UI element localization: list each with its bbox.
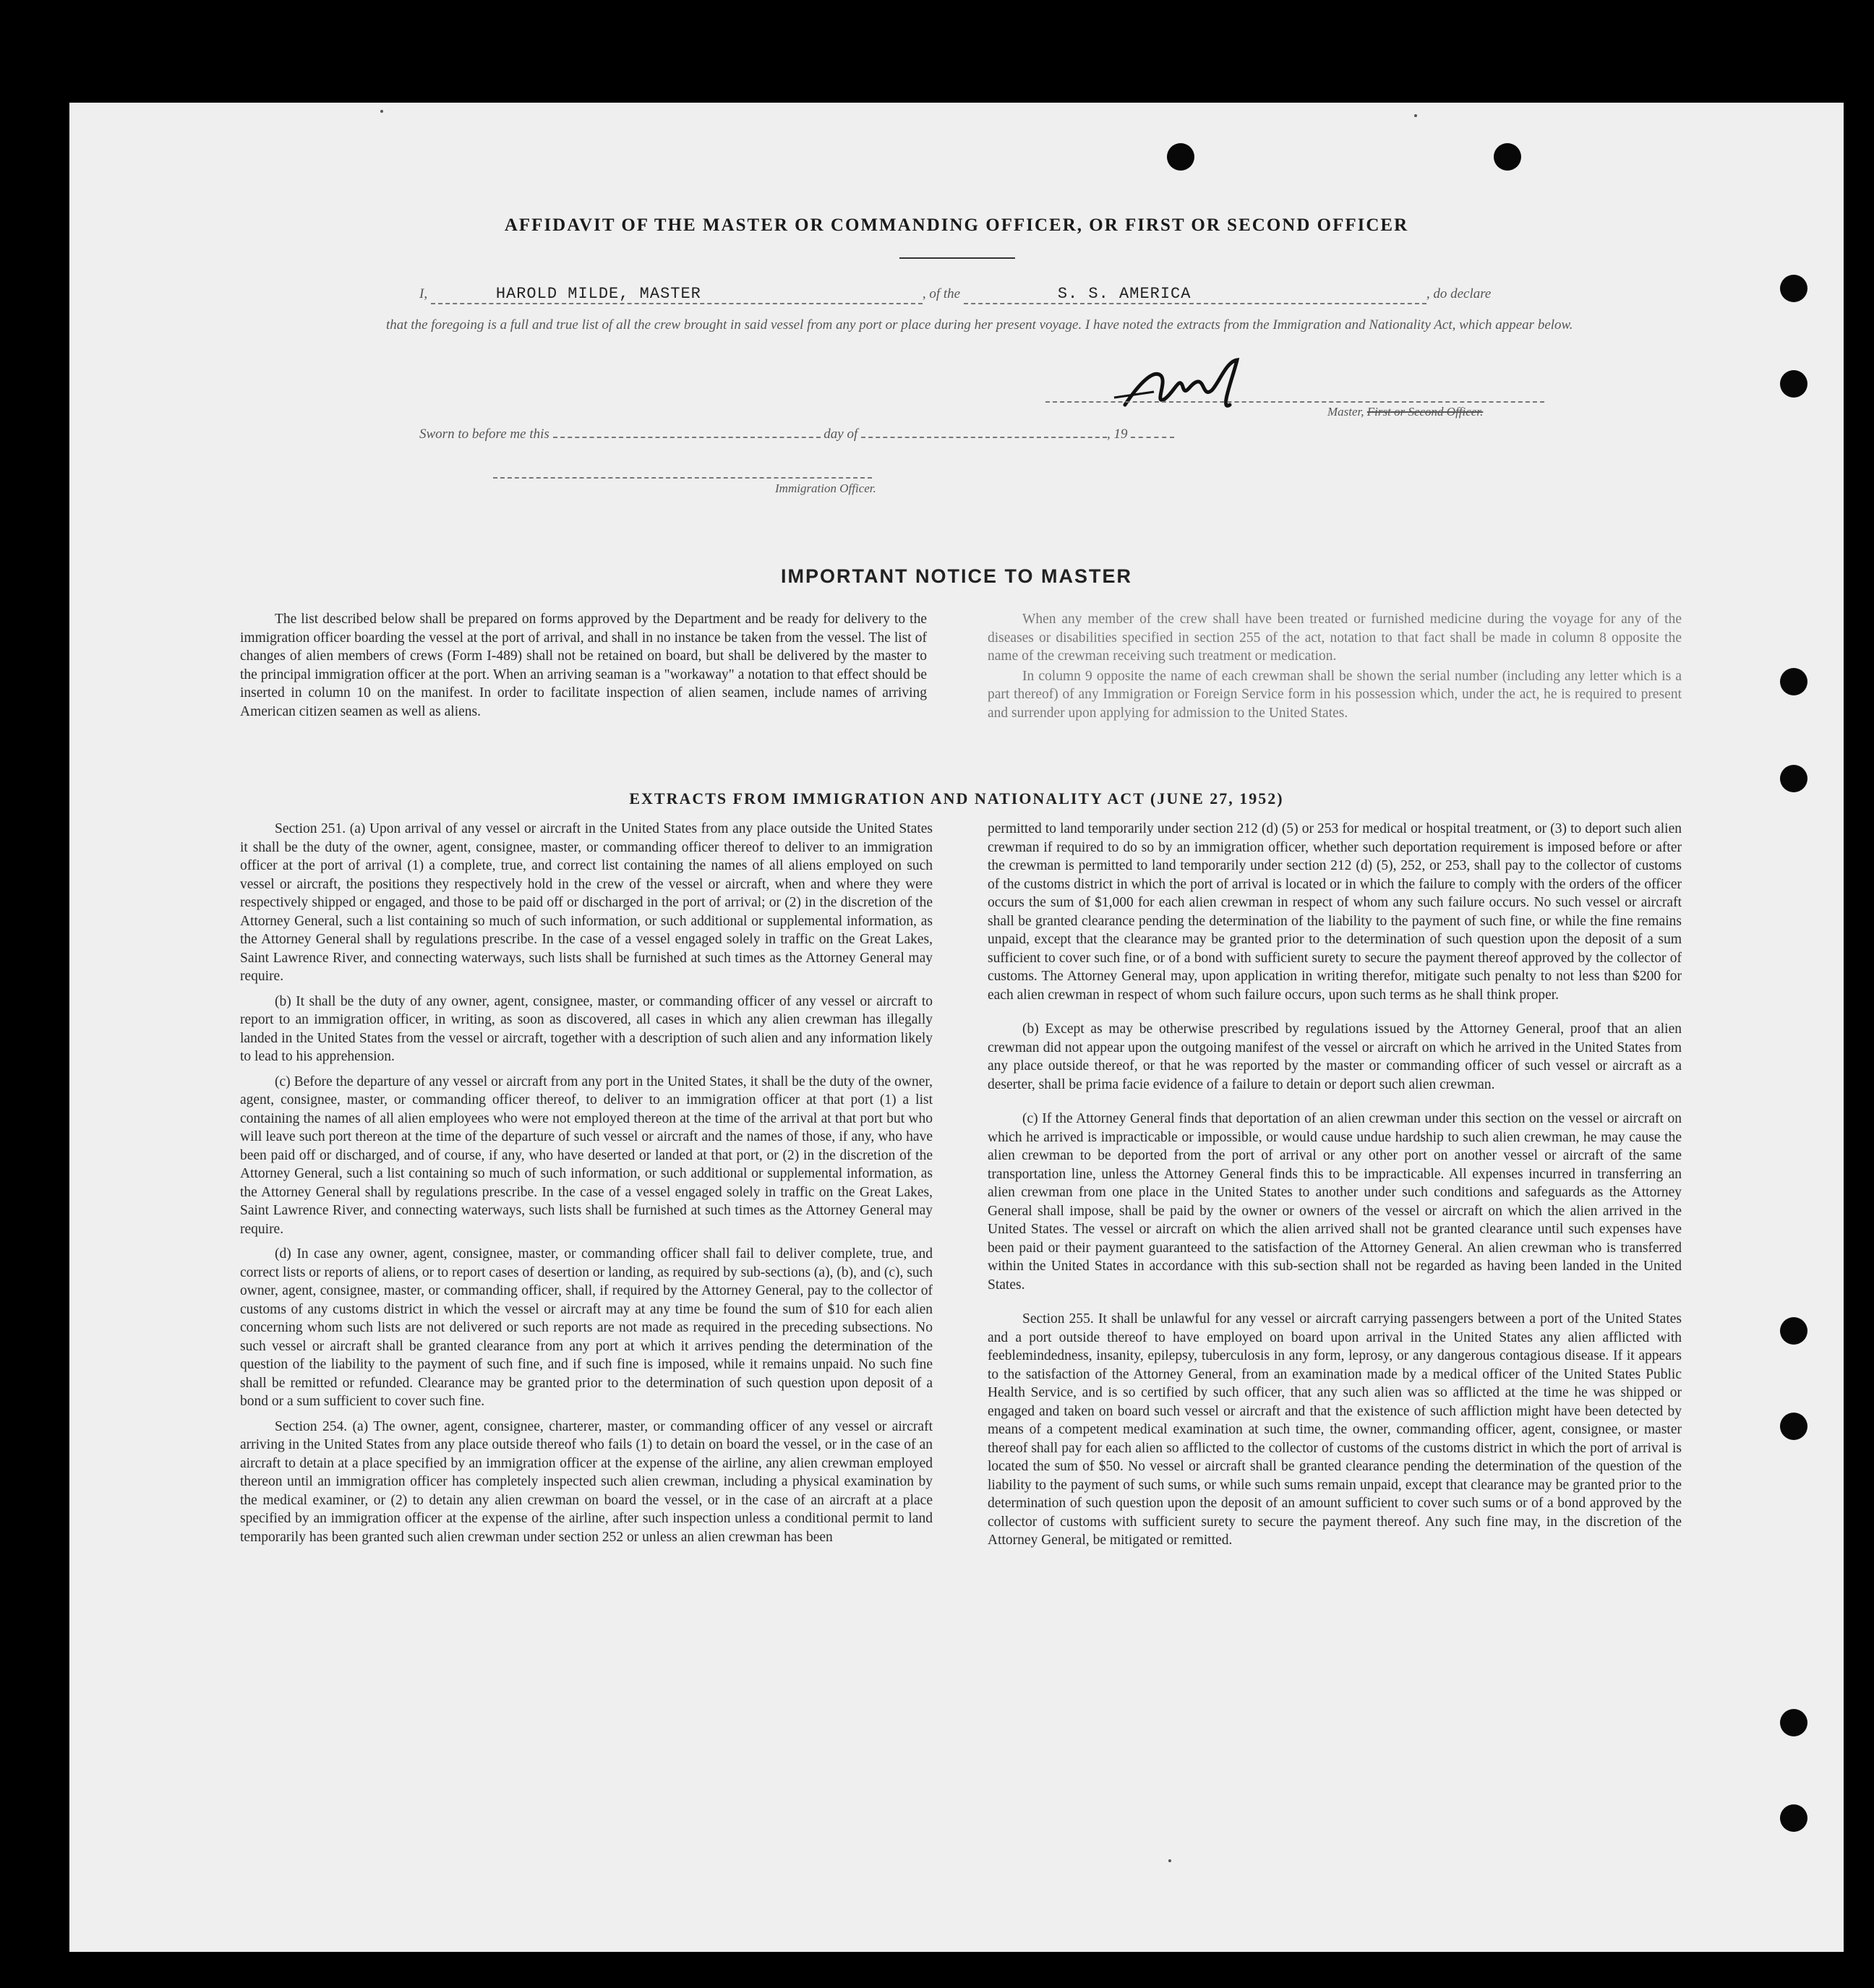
extracts-title: EXTRACTS FROM IMMIGRATION AND NATIONALITY ACT (JUNE 27, 1952) (629, 789, 1284, 807)
punch-hole-top-1 (1167, 143, 1194, 171)
master-signature (1111, 354, 1277, 419)
notice-title: IMPORTANT NOTICE TO MASTER (781, 565, 1132, 587)
declaration-line (419, 285, 1491, 304)
vessel-name-value: S. S. AMERICA (1057, 285, 1191, 303)
declarant-field (431, 285, 923, 304)
punch-hole-right-3 (1780, 668, 1807, 695)
punch-hole-right-4 (1780, 765, 1807, 792)
punch-hole-right-5 (1780, 1317, 1807, 1345)
punch-hole-right-7 (1780, 1709, 1807, 1736)
extracts-right-column (988, 820, 1682, 1556)
section-254-b: (b) Except as may be otherwise prescribed by regulations issued by the Attorney General, proof that an alien crewman did not appear upon the outgoing manifest of the vessel or aircraft on which he arrived in the United States from any place outside thereof, or that he was reported by the master or commanding officer of such vessel or aircraft as a deserter, shall be prima facie evidence of a failure to detain or deport such alien crewman. (988, 1021, 1682, 1092)
immigration-officer-line (493, 477, 872, 479)
title-underline (899, 257, 1015, 259)
affidavit-title: AFFIDAVIT OF THE MASTER OR COMMANDING OFFICER, OR FIRST OR SECOND OFFICER (504, 215, 1409, 235)
declaration-text: that the foregoing is a full and true list of all the crew brought in said vessel from any port or place during her present voyage. I have noted the extracts from the Immigration and Nationality Act, which appear below. (386, 317, 1573, 333)
punch-hole-right-1 (1780, 275, 1807, 302)
scan-speck (380, 110, 383, 113)
punch-hole-right-6 (1780, 1413, 1807, 1440)
vessel-field (964, 285, 1426, 304)
scan-speck (1414, 114, 1417, 117)
scan-speck (1168, 1859, 1171, 1862)
signature-line (1045, 401, 1544, 403)
sworn-prefix: Sworn to before me this (419, 427, 549, 442)
do-declare-label: , do declare (1426, 286, 1492, 301)
notice-right-paragraph-2: In column 9 opposite the name of each crewman shall be shown the serial number (including any letter which is a part thereof) of any Immigration or Foreign Service form in his possession which, under the act, he is required to present and surrender upon applying for admission to the United States. (988, 668, 1682, 721)
year-prefix-label: , 19 (1107, 427, 1128, 442)
notice-right-paragraph-1: When any member of the crew shall have been treated or furnished medicine during the voyage for any of the diseases or disabilities specified in section 255 of the act, notation to that fact shall be made in column 8 opposite the name of the crewman receiving such treatment or medication. (988, 612, 1682, 664)
declarant-prefix: I, (419, 286, 428, 301)
section-254-c: (c) If the Attorney General finds that deportation of an alien crewman under this section on the vessel or aircraft on which he arrived is impracticable or impossible, or would cause undue hardship to such alien crewman, he may cause the alien crewman to be deported from the port of arrival or any other port on another vessel or aircraft of the same transportation line, unless the Attorney General finds this to be impracticable. All expenses incurred in transferring an alien crewman from one place in the United States to another under such conditions and safeguards as the Attorney General shall impose, shall be paid by the owner or owners of the vessel or aircraft on which the alien arrived in the United States. The vessel or aircraft on which the alien arrived shall not be granted clearance until such expenses have been paid or their payment guaranteed to the satisfaction of the Attorney General. An alien crewman who is transferred within the United States in accordance with this sub-section shall not be regarded as having been landed in the United States. (988, 1111, 1682, 1293)
sworn-line (419, 427, 1174, 442)
section-254-a-continued: permitted to land temporarily under section 212 (d) (5) or 253 for medical or hospital treatment, or (3) to deport such alien crewman if required to do so by an immigration officer, whether such deportation requirement is imposed before or after the crewman is permitted to land temporarily under section 212 (d) (5), 252, or 253, shall pay to the collector of customs of the customs district in which the port of arrival is located or in which the failure to comply with the orders of the officer occurs the sum of $1,000 for each alien crewman in respect of whom any such failure occurs. No such vessel or aircraft shall be granted clearance pending the determination of the liability to the payment of such fine, or while the fine remains unpaid, except that the clearance may be granted prior to the determination of such question upon the deposit of a sum sufficient to cover such fine, or of a bond with sufficient surety to secure the payment thereof approved by the collector of customs. The Attorney General may, upon application in writing therefor, mitigate such penalty to not less than $200 for each alien crewman in respect of whom such failure occurs, upon such terms as he shall think proper. (988, 821, 1682, 1003)
sworn-month-field (861, 437, 1107, 438)
section-251-b: (b) It shall be the duty of any owner, agent, consignee, master, or commanding officer of any vessel or aircraft to report to an immigration officer, in writing, as soon as discovered, all cases in which any alien crewman has illegally landed in the United States from the vessel or aircraft, together with a description of such alien and any information likely to lead to his apprehension. (240, 993, 933, 1064)
section-254-a: Section 254. (a) The owner, agent, consignee, charterer, master, or commanding officer of any vessel or aircraft arriving in the United States from any place outside thereof who fails (1) to detain on board the vessel, or in the case of an aircraft to detain at a place specified by an immigration officer at the expense of the airline, any alien crewman employed thereon until an immigration officer has completely inspected such alien crewman, including a physical examination by the medical examiner, or (2) to detain any alien crewman on board the vessel, or in the case of an aircraft at a place specified by an immigration officer at the expense of the airline, after such inspection unless a conditional permit to land temporarily has been granted such alien crewman under section 252 or unless an alien crewman has been (240, 1418, 933, 1545)
sworn-day-field (553, 437, 821, 438)
section-251-d: (d) In case any owner, agent, consignee, master, or commanding officer shall fail to deliver complete, true, and correct lists or reports of aliens, or to report cases of desertion or landing, as required by sub-sections (a), (b), and (c), such owner, agent, consignee, master, or commanding officer, shall, if required by the Attorney General, pay to the collector of customs of any customs district in which the vessel or aircraft may at any time be found the sum of $10 for each alien concerning whom such lists are not delivered or such reports are not made as required in the preceding subsections. No such vessel or aircraft shall be granted clearance from any port at which it arrives pending the determination of the question of the liability to the payment of such fine, and if such fine is imposed, while it remains unpaid. No such fine shall be remitted or refunded. Clearance may be granted prior to the determination of such question upon deposit of a bond or a sum sufficient to cover such fine. (240, 1246, 933, 1409)
master-label: Master, (1327, 405, 1364, 419)
declarant-name-value: HAROLD MILDE, MASTER (495, 285, 701, 303)
day-of-label: day of (823, 427, 858, 442)
punch-hole-top-2 (1494, 143, 1521, 171)
signer-title (1327, 405, 1483, 419)
notice-left-paragraph: The list described below shall be prepared on forms approved by the Department and be ready for delivery to the immigration officer boarding the vessel at the port of arrival, and shall in no instance be taken from the vessel. The list of changes of alien members of crews (Form I-489) shall not be retained on board, but shall be delivered by the master to the principal immigration officer at the port. When an arriving seaman is a "workaway" a notation to that effect should be inserted in column 10 on the manifest. In order to facilitate inspection of alien seamen, include names of arriving American citizen seamen as well as aliens. (240, 612, 927, 719)
document-page (69, 103, 1844, 1952)
immigration-officer-label: Immigration Officer. (775, 481, 876, 495)
notice-right-column (988, 610, 1682, 729)
section-251-c: (c) Before the departure of any vessel or aircraft from any port in the United States, it shall be the duty of the owner, agent, consignee, master, or commanding officer thereof, to deliver to an immigration officer at that port (1) a list containing the names of all alien employees who were not employed thereon at the time of the arrival at that port but who will leave such port thereon at the time of the departure of such vessel or aircraft and the names of those, if any, who have been paid off or discharged, and of course, if any, who have deserted or landed at that port, or (2) in the discretion of the Attorney General, such a list containing so much of such information, or such additional or supplemental information, as the Attorney General shall by regulations prescribe. In the case of a vessel engaged solely in traffic on the Great Lakes, Saint Lawrence River, and connecting waterways, such lists shall be furnished at such times as the Attorney General may require. (240, 1074, 933, 1237)
extracts-left-column (240, 820, 933, 1553)
sworn-year-field (1131, 437, 1174, 438)
notice-left-column (240, 610, 927, 727)
punch-hole-right-8 (1780, 1804, 1807, 1832)
section-251-a: Section 251. (a) Upon arrival of any vessel or aircraft in the United States from any place outside the United States it shall be the duty of the owner, agent, consignee, master, or commanding officer thereof to deliver to an immigration officer at the port of arrival (1) a complete, true, and correct list containing the names of all aliens employed on such vessel or aircraft, the positions they respectively hold in the crew of the vessel or aircraft, when and where they were respectively shipped or engaged, and those to be paid off or discharged in the port of arrival; or (2) in the discretion of the Attorney General, such a list containing so much of such information, or such additional or supplemental information, as the Attorney General shall by regulations prescribe. In the case of a vessel engaged solely in traffic on the Great Lakes, Saint Lawrence River, and connecting waterways, such lists shall be furnished at such times as the Attorney General may require. (240, 821, 933, 984)
struck-officer-label: First or Second Officer. (1366, 405, 1484, 419)
section-255: Section 255. It shall be unlawful for any vessel or aircraft carrying passengers between a port of the United States and a port outside thereof to have employed on board upon arrival in the United States any alien afflicted with feeblemindedness, insanity, epilepsy, tuberculosis in any form, leprosy, or any dangerous contagious disease. If it appears to the satisfaction of the Attorney General, from an examination made by a medical officer of the United States Public Health Service, and is so certified by such officer, that any such alien was so afflicted at the time he was shipped or engaged and taken on board such vessel or aircraft and that the existence of such affliction might have been detected by means of a competent medical examination at such time, the owner, commanding officer, agent, consignee, or master thereof shall pay for each alien so afflicted to the collector of customs of the customs district in which the port of arrival is located the sum of $50. No vessel or aircraft shall be granted clearance pending the determination of the question of the liability to the payment of such sums, or while such sums remain unpaid, except that clearance may be granted prior to the determination of such question upon the deposit of an amount sufficient to cover such sums or of a bond approved by the collector of customs with sufficient surety to secure the payment thereof. Any such fine may, in the discretion of the Attorney General, be mitigated or remitted. (988, 1311, 1682, 1548)
of-the-label: , of the (922, 286, 961, 301)
punch-hole-right-2 (1780, 370, 1807, 398)
